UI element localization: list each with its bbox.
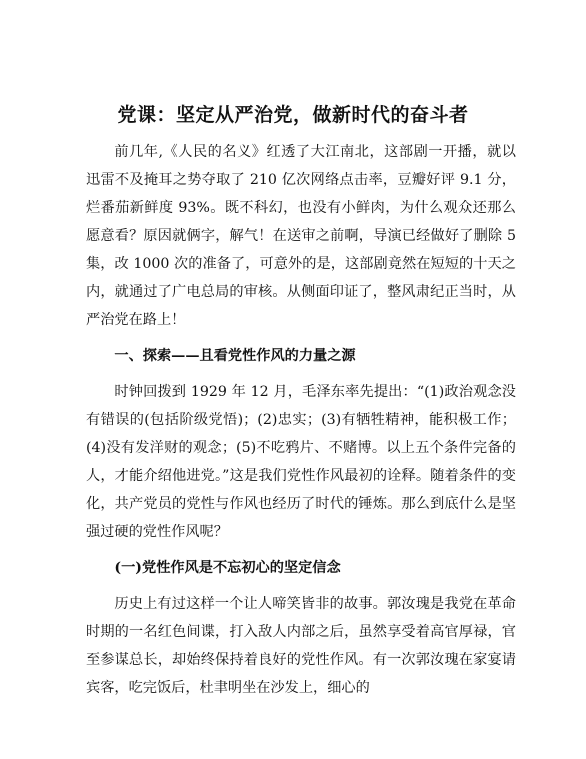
subsection-1-paragraph: 历史上有过这样一个让人啼笑皆非的故事。郭汝瑰是我党在革命时期的一名红色间谍，打入敌人内部之后，虽然享受着高官厚禄，官至参谋总长，却始终保持着良好的党性作风。有一次郭汝瑰在家宴请宾客，吃完饭后，杜聿明坐在沙发上，细心的 [86,596,516,696]
section-1-paragraph: 时钟回拨到 1929 年 12 月，毛泽东率先提出：“(1)政治观念没有错误的(包括阶级党悟)；(2)忠实；(3)有牺牲精神，能积极工作；(4)没有发洋财的观念；(5)不吃鸦片、不赌博。以上五个条件完备的人，才能介绍他进党。”这是我们党性作风最初的诠释。随着条件的变化，共产党员的党性与作风也经历了时代的锤炼。那么到底什么是坚强过硬的党性作风呢？ [86,384,516,540]
subsection-heading-1: (一)党性作风是不忘初心的坚定信念 [114,560,341,576]
document-body [86,138,516,702]
page-title: 党课：坚定从严治党，做新时代的奋斗者 [117,104,469,126]
section-heading-1: 一、探索——且看党性作风的力量之源 [114,348,356,364]
intro-paragraph: 前几年,《人民的名义》红透了大江南北，这部剧一开播，就以迅雷不及掩耳之势夺取了 210 亿次网络点击率，豆瓣好评 9.1 分，烂番茄新鲜度 93%。既不科幻，也没有小鲜肉，为什么观众还那么愿意看？原因就俩字，解气！在送审之前啊，导演已经做好了删除 5 集，改 1000 次的准备了，可意外的是，这部剧竟然在短短的十天之内，就通过了广电总局的审核。从侧面印证了，整风肃纪正当时，从严治党在路上！ [86,144,516,328]
